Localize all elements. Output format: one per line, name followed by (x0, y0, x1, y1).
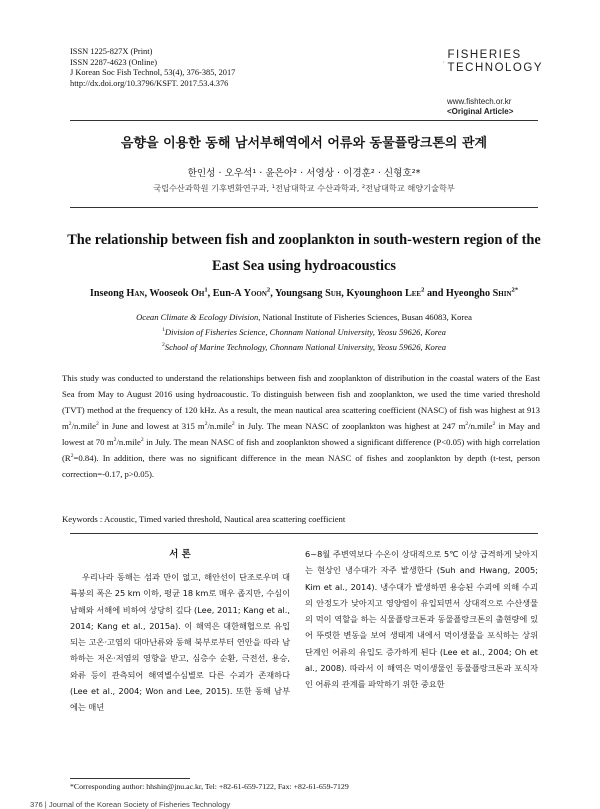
journal-logo (443, 49, 543, 75)
korean-title: 음향을 이용한 동해 남서부해역에서 어류와 동물플랑크톤의 관계 (70, 132, 538, 151)
issn-print: ISSN 1225-827X (Print) (70, 47, 235, 58)
doi-link[interactable]: http://dx.doi.org/10.3796/KSFT. 2017.53.4.376 (70, 79, 235, 90)
journal-website[interactable]: www.fishtech.or.kr (447, 97, 511, 106)
title-rule (70, 207, 538, 208)
body-column-left: 우리나라 동해는 섬과 만이 없고, 해안선이 단조로우며 대륙붕의 폭은 25 km 이하, 평균 18 km로 매우 좁지만, 수심이 남해와 서해에 비하여 상당히 깊다 (Lee, 2011; Kang et al., 2014; Kang et al., 2015a). 이 해역은 대한해협으로 유입되는 고온·고염의 대마난류와 동해 북부로부터 연안을 따라 남하하는 저온·저염의 영향을 받고, 심층수 순환, 극전선, 용승, 와류 등이 관측되어 해역별수심별로 다른 수괴가 존재하다 (Lee et al., 2004; Won and Lee, 2015). 또한 동해 남부에는 매년 (70, 569, 290, 716)
keywords: Keywords : Acoustic, Timed varied threshold, Nautical area scattering coefficient (62, 514, 540, 524)
logo-line-2: TECHNOLOGY (447, 62, 543, 75)
header-rule (70, 120, 538, 121)
citation: J Korean Soc Fish Technol, 53(4), 376-385, 2017 (70, 68, 235, 79)
fish-logo-icon (443, 50, 444, 74)
page-footer: 376 | Journal of the Korean Society of Fisheries Technology (30, 800, 230, 809)
english-affiliation-1: $^1$Division of Fisheries Science, Chonnam National University, Yeosu 59626, Korea (62, 326, 546, 338)
footnote-rule (70, 778, 190, 779)
english-affiliation-2: $^2$School of Marine Technology, Chonnam National University, Yeosu 59626, Korea (62, 341, 546, 353)
body-rule (70, 533, 538, 534)
journal-meta (70, 47, 235, 89)
abstract: This study was conducted to understand the relationships between fish and zooplankton of distribution in the coastal waters of the East Sea from May to August 2016 using hydroacoustic. To distinguish between fish and zooplankton, we used the time varied threshold (TVT) method at the frequency of 120 kHz. As a result, the mean nautical area scattering coefficient (NASC) of fish was highest at 913 $m^2/n.mile^2$ in June and lowest at 315 $m^2/n.mile^2$ in July. The mean NASC of zooplankton was highest at 247 $m^2/n.mile^2$ in May and lowest at 70 $m^2/n.mile^2$ in July. The mean NASC of fish and zooplankton showed a significant difference (P<0.05) with high correlation $(R^2=0.84)$. In addition, there was no significant difference in the mean NASC of fishes and zooplankton by depth (t-test, person correction=-0.17, p>0.05). (62, 370, 540, 482)
english-affiliation-0: Ocean Climate & Ecology Division, National Institute of Fisheries Sciences, Busan 46083, Korea (62, 311, 546, 323)
body-column-right: 6~8월 주변역보다 수온이 상대적으로 5℃ 이상 급격하게 낮아지는 현상인 냉수대가 자주 발생한다 (Suh and Hwang, 2005; Kim et al., 2014). 냉수대가 발생하면 용승된 수괴에 의해 수괴의 안정도가 낮아지고 영양염이 유입되면서 상대적으로 수산생물의 먹이 역할을 하는 식물플랑크톤과 동물플랑크톤의 출현량에 있어 뚜렷한 변동을 보여 생태계 내에서 먹이생물을 포식하는 상위 단계인 어류의 유입도 증가하게 된다 (Lee et al., 2004; Oh et al., 2008). 따라서 이 해역은 먹이생물인 동물플랑크톤과 포식자인 어류의 관계를 파악하기 위한 중요한 (305, 546, 538, 693)
english-authors: Inseong Han, Wooseok Oh$^1$, Eun-A Yoon$^2$, Youngsang Suh, Kyounghoon Lee$^2$ and Hyeongho Shin$^{2*}$ (62, 288, 546, 299)
korean-affiliations: 국립수산과학원 기후변화연구과, ¹전남대학교 수산과학과, ²전남대학교 해양기술학부 (70, 183, 538, 194)
issn-online: ISSN 2287-4623 (Online) (70, 58, 235, 69)
section-title: 서 론 (70, 546, 290, 560)
logo-line-1: FISHERIES (447, 49, 543, 62)
article-type: <Original Article> (447, 107, 513, 116)
korean-authors: 한인성 · 오우석¹ · 윤은아² · 서영상 · 이경훈² · 신형호²* (70, 165, 538, 179)
english-title: The relationship between fish and zooplankton in south-western region of the East Sea using hydroacoustics (62, 227, 546, 279)
corresponding-author-footnote: *Corresponding author: hhshin@jnu.ac.kr, Tel: +82-61-659-7122, Fax: +82-61-659-7129 (70, 782, 349, 791)
